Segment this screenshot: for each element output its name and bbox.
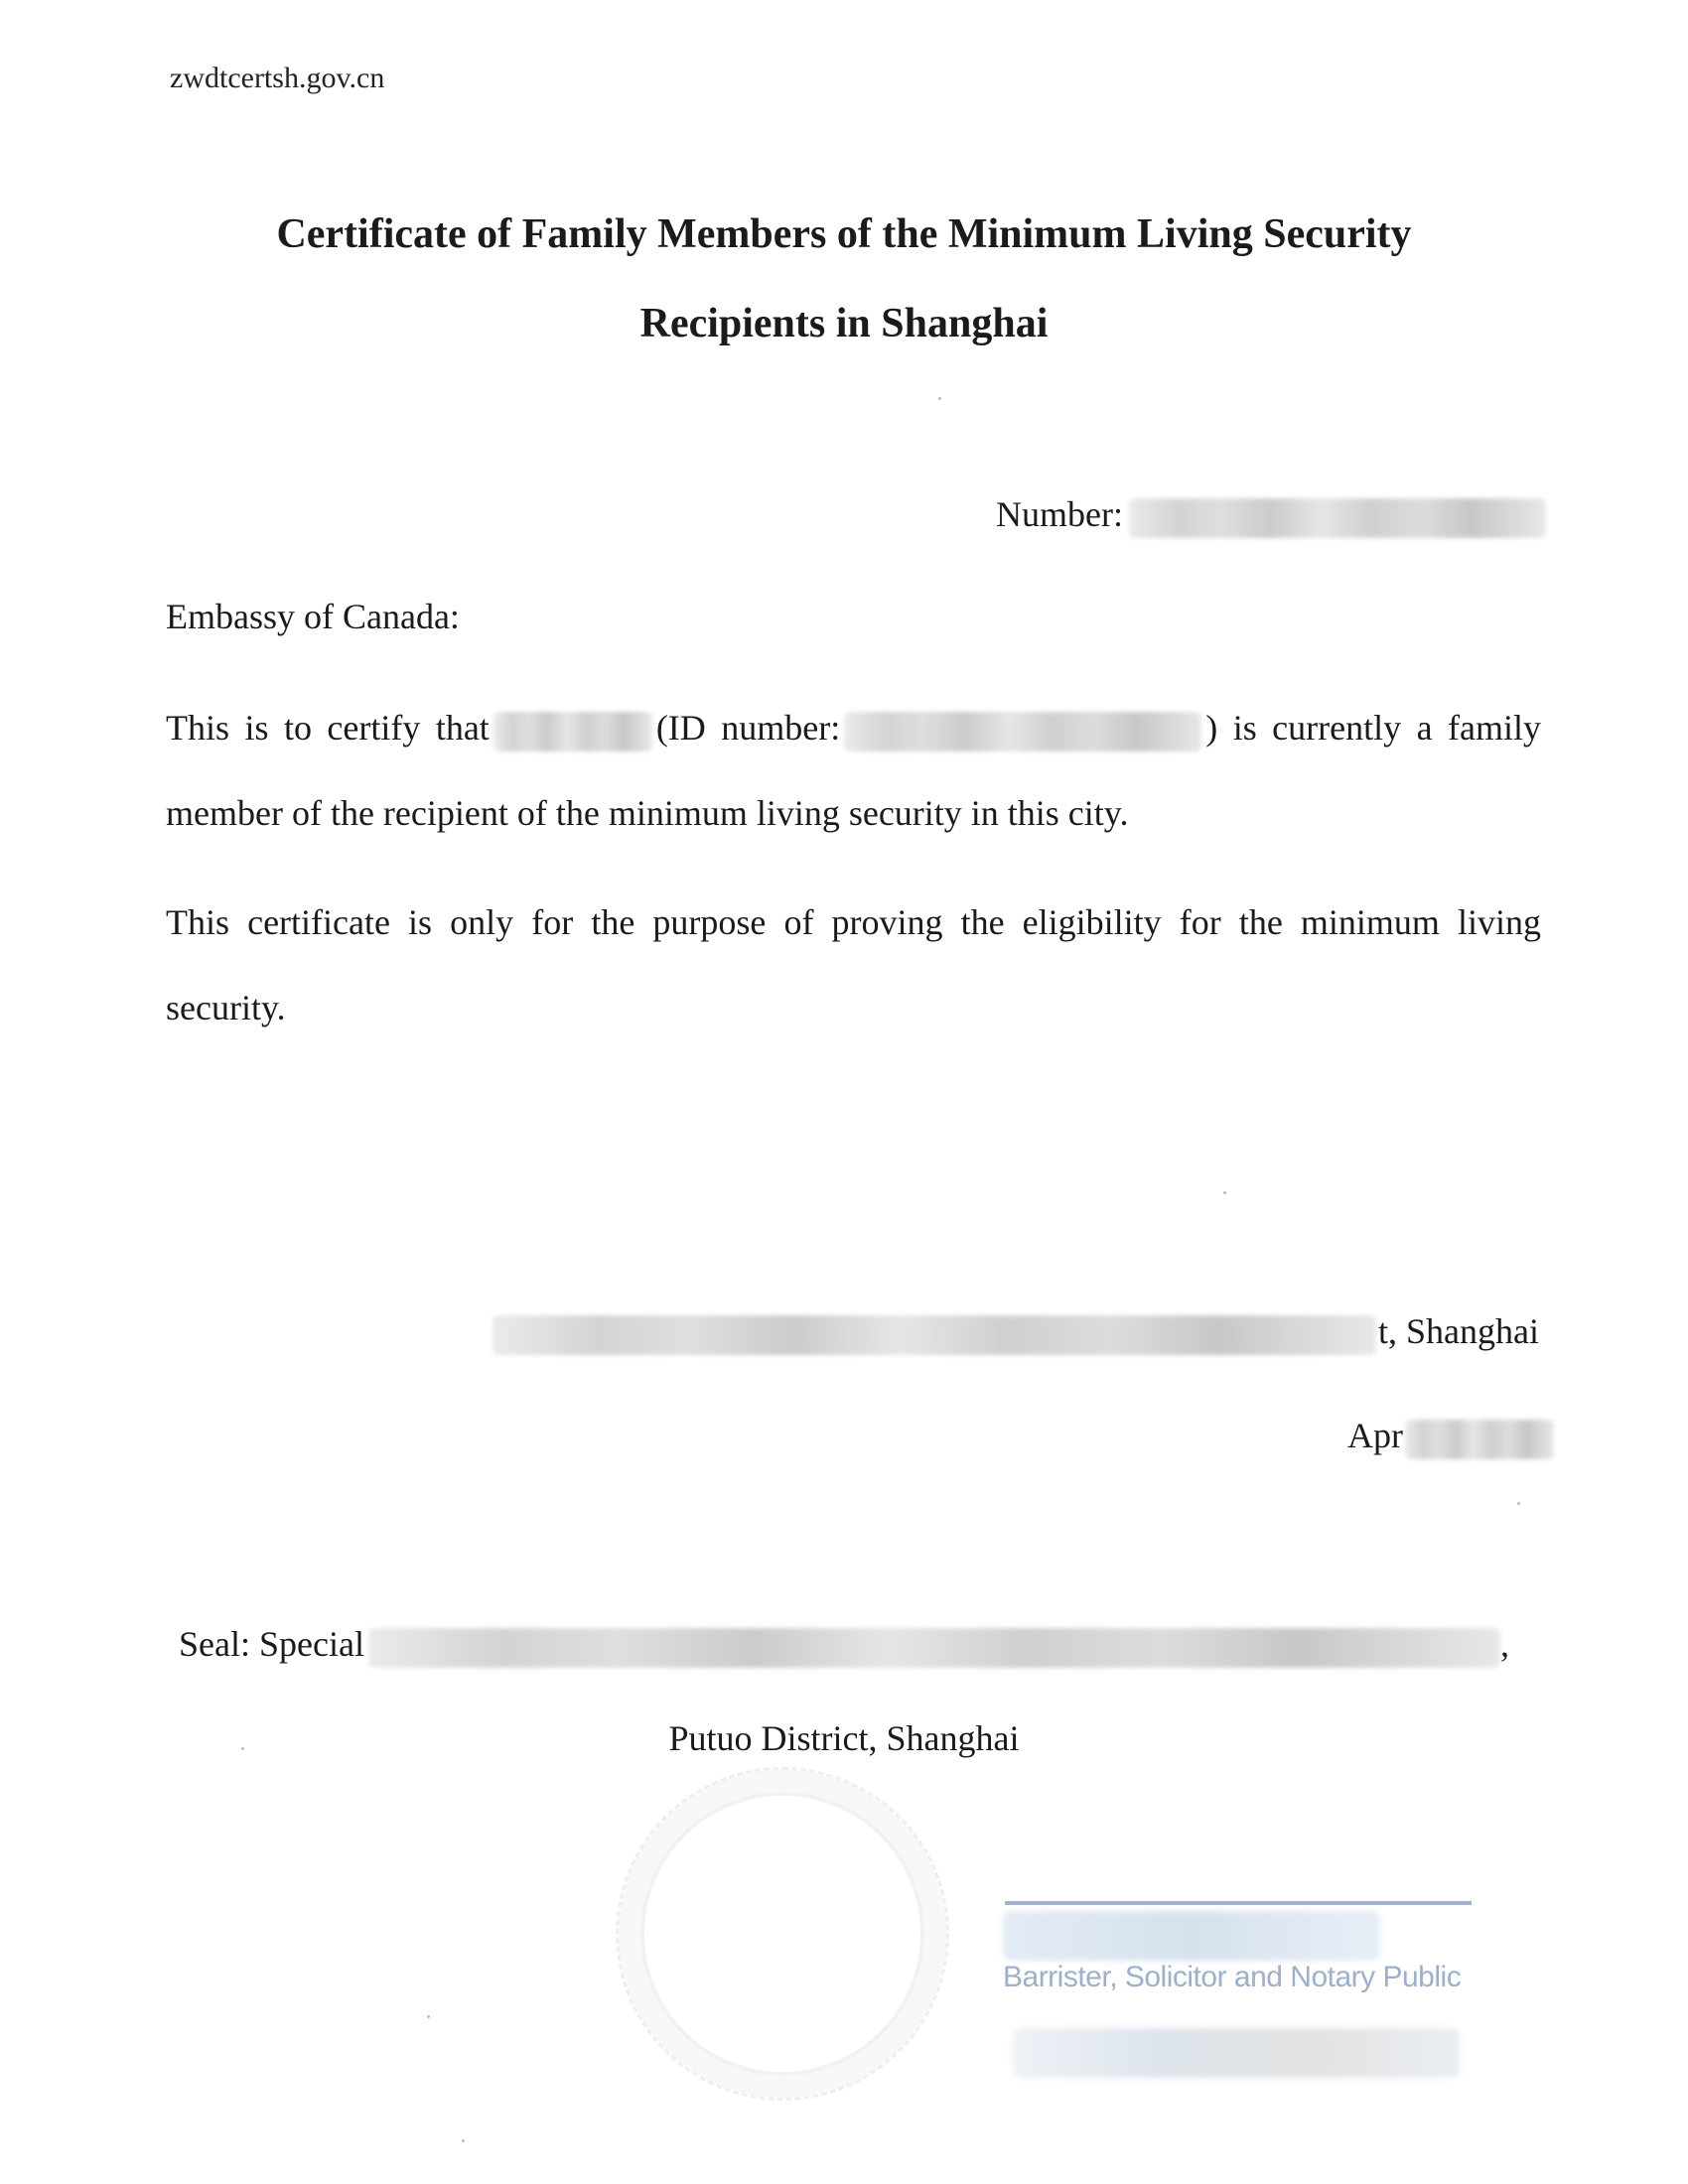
scan-speck	[462, 2139, 465, 2142]
seal-suffix: ,	[1499, 1624, 1509, 1664]
number-label: Number:	[996, 494, 1123, 534]
office-suffix: t, Shanghai	[1378, 1311, 1539, 1351]
notary-title: Barrister, Solicitor and Notary Public	[1003, 1961, 1462, 1993]
certificate-title-line1: Certificate of Family Members of the Minimum Living Security	[276, 211, 1412, 257]
purpose-paragraph: This certificate is only for the purpose of proving the eligibility for the minimum living security.	[166, 902, 1541, 1027]
scan-speck	[427, 2015, 430, 2018]
redacted-seal-text	[368, 1628, 1500, 1668]
issue-date	[1347, 1415, 1554, 1459]
redacted-number	[1129, 498, 1546, 538]
seal-line	[179, 1623, 1509, 1668]
certification-paragraph	[166, 685, 1541, 856]
salutation: Embassy of Canada:	[166, 597, 460, 636]
scan-speck	[938, 397, 941, 400]
notary-stamp	[1003, 1901, 1470, 2090]
scan-speck	[241, 1747, 244, 1750]
certificate-title-line2: Recipients in Shanghai	[639, 301, 1049, 346]
redacted-date	[1405, 1420, 1554, 1459]
seal-district: Putuo District, Shanghai	[668, 1718, 1020, 1758]
para1-start: This is to certify that	[166, 708, 490, 748]
issuing-office	[492, 1310, 1539, 1355]
certificate-number-row	[996, 493, 1546, 538]
scan-speck	[1223, 1191, 1226, 1194]
redacted-id-number	[844, 712, 1201, 751]
redacted-notary-details	[1013, 2028, 1460, 2078]
seal-label: Seal: Special	[179, 1624, 364, 1664]
date-prefix: Apr	[1347, 1416, 1403, 1455]
redacted-notary-name	[1003, 1911, 1380, 1961]
scan-speck	[1517, 1502, 1520, 1505]
embossed-seal	[616, 1767, 949, 2101]
source-website: zwdtcertsh.gov.cn	[170, 62, 385, 94]
id-number-label: (ID number:	[655, 708, 841, 748]
para1-end: ) is currently a family member of the recipient of the minimum living security in this city.	[166, 708, 1541, 833]
notary-stamp-rule	[1005, 1901, 1472, 1905]
redacted-name	[493, 712, 652, 751]
redacted-office-name	[492, 1315, 1376, 1355]
